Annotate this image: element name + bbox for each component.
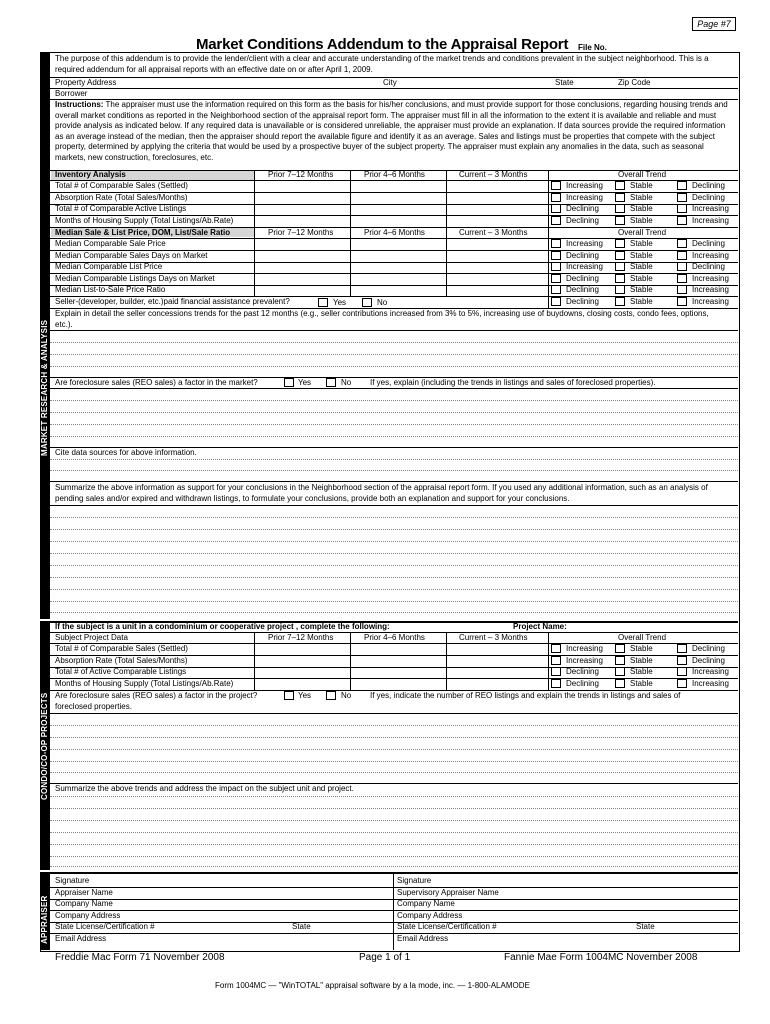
median-row-label: Median Comparable Sales Days on Market [55, 250, 208, 260]
median-trend-label: Increasing [692, 296, 729, 306]
row-divider [50, 910, 738, 911]
footer-freddie: Freddie Mac Form 71 November 2008 [55, 952, 225, 963]
inventory-row-label: Total # of Comparable Sales (Settled) [55, 181, 188, 190]
condo-row-label: Absorption Rate (Total Sales/Months) [55, 655, 188, 665]
row-divider [50, 887, 738, 888]
instructions-text [55, 100, 735, 163]
seller-assistance-no-label: No [377, 298, 388, 307]
instructions-label: Instructions: [55, 100, 104, 109]
foreclosure-explain: If yes, explain (including the trends in listings and sales of foreclosed properties). [370, 378, 656, 387]
footer-page: Page 1 of 1 [359, 952, 411, 963]
condo-trend-checkbox[interactable] [677, 679, 687, 688]
condo-row-label: Total # of Active Comparable Listings [55, 667, 187, 676]
foreclosure-question: Are foreclosure sales (REO sales) a factor in the market? [55, 378, 258, 387]
seller-assistance-yes-label: Yes [333, 298, 347, 307]
instructions-body: The appraiser must use the information required on this form as the basis for his/her conclusions, and must provide support for those conclusions, regarding housing trends and overall market conditions as reported in the Neighborhood section of the appraisal report form. The appraiser must fill in all the information to the extent it is available and reliable and must provide analysis as indicated below. If any required data is unavailable or is considered unreliable, the appraiser must provide an explanation. If data sources provide the required information as an average instead of the median, then the appraiser should report the available figure and identify it as an average. Sales and listings must be properties that compete with the subject property, determined by applying the criteria that would be used by a prospective buyer of the subject property. The appraiser must explain any anomalies in the data, such as seasonal markets, new construction, foreclosures, etc. [55, 100, 728, 162]
inventory-trend-checkbox[interactable] [615, 193, 625, 202]
inventory-trend-label: Increasing [692, 215, 729, 225]
inventory-trend-label: Stable [630, 192, 653, 202]
condo-foreclosure-question: Are foreclosure sales (REO sales) a factor in the project? [55, 691, 258, 700]
condo-foreclosure-no-checkbox[interactable] [326, 691, 336, 700]
median-trend-label: Declining [566, 250, 599, 260]
inventory-trend-label: Increasing [566, 181, 603, 190]
inventory-trend-checkbox[interactable] [677, 193, 687, 202]
inventory-row-label: Absorption Rate (Total Sales/Months) [55, 192, 188, 202]
inventory-trend-label: Stable [630, 181, 653, 190]
condo-trend-checkbox[interactable] [615, 656, 625, 665]
condo-summarize: Summarize the above trends and address the impact on the subject unit and project. [55, 784, 354, 793]
appraiser-field-label: Appraiser Name [55, 887, 113, 897]
median-trend-checkbox[interactable] [677, 239, 687, 248]
col-overall: Overall Trend [618, 633, 667, 642]
condo-section-label: CONDO/CO-OP PROJECTS [40, 692, 49, 800]
col-current: Current – 3 Months [459, 228, 528, 237]
condo-row-label: Total # of Comparable Sales (Settled) [55, 644, 188, 653]
condo-row-label: Months of Housing Supply (Total Listings/Ab.Rate) [55, 678, 234, 688]
page-title: Market Conditions Addendum to the Appraisal Report [196, 36, 569, 53]
median-row-label: Seller-(developer, builder, etc.)paid financial assistance prevalent? [55, 296, 290, 306]
supervisor-field-label: Company Address [397, 910, 463, 920]
zip-label: Zip Code [618, 78, 651, 87]
condo-foreclosure-explain-2: foreclosed properties. [55, 702, 132, 711]
appraiser-field-label: Company Address [55, 910, 121, 920]
condo-trend-checkbox[interactable] [615, 667, 625, 676]
median-trend-checkbox[interactable] [615, 239, 625, 248]
median-row-label: Median Comparable List Price [55, 262, 163, 271]
col-prior-4-6: Prior 4–6 Months [364, 633, 425, 642]
supervisor-field-label: Email Address [397, 934, 449, 943]
condo-trend-checkbox[interactable] [551, 667, 561, 676]
col-current: Current – 3 Months [459, 170, 528, 179]
condo-trend-checkbox[interactable] [551, 644, 561, 653]
col-prior-7-12: Prior 7–12 Months [268, 170, 334, 179]
inventory-trend-checkbox[interactable] [551, 193, 561, 202]
inventory-trend-label: Declining [566, 215, 599, 225]
median-trend-label: Stable [630, 250, 653, 260]
row-divider [50, 933, 738, 934]
foreclosure-yes-checkbox[interactable] [284, 378, 294, 387]
concessions-text: Explain in detail the seller concessions trends for the past 12 months (e.g., seller contributions increased from 3% to 5%, increasing use of buydowns, closing costs, condo fees, options, etc.). [55, 309, 709, 329]
median-trend-label: Stable [630, 285, 653, 294]
median-trend-checkbox[interactable] [615, 251, 625, 260]
inventory-trend-checkbox[interactable] [615, 181, 625, 190]
condo-foreclosure-explain: If yes, indicate the number of REO listings and explain the trends in listings and sales of [370, 691, 681, 700]
median-trend-label: Increasing [692, 250, 729, 260]
inventory-trend-checkbox[interactable] [677, 181, 687, 190]
condo-trend-label: Increasing [692, 678, 729, 688]
inventory-trend-checkbox[interactable] [677, 204, 687, 213]
condo-trend-checkbox[interactable] [551, 656, 561, 665]
col-prior-4-6: Prior 4–6 Months [364, 228, 425, 237]
col-overall: Overall Trend [618, 228, 667, 237]
median-trend-label: Declining [566, 285, 599, 294]
appraiser-field-label: Email Address [55, 934, 107, 943]
median-row-label: Median List-to-Sale Price Ratio [55, 285, 166, 294]
inventory-trend-label: Stable [630, 204, 653, 213]
inventory-trend-label: Declining [566, 204, 599, 213]
project-name-label: Project Name: [513, 622, 567, 631]
appraiser-section-label: APPRAISER [40, 895, 49, 944]
inventory-trend-label: Stable [630, 215, 653, 225]
condo-foreclosure-no-label: No [341, 691, 352, 700]
col-prior-7-12: Prior 7–12 Months [268, 228, 334, 237]
median-trend-label: Stable [630, 273, 653, 283]
city-label: City [383, 78, 397, 87]
appraiser-field-label: Signature [55, 876, 90, 885]
inventory-trend-checkbox[interactable] [551, 216, 561, 225]
inventory-trend-checkbox[interactable] [551, 181, 561, 190]
median-trend-label: Declining [692, 262, 725, 271]
inventory-row-label: Months of Housing Supply (Total Listings/Ab.Rate) [55, 215, 234, 225]
median-trend-checkbox[interactable] [551, 274, 561, 283]
condo-trend-label: Declining [566, 678, 599, 688]
section-sidebar [40, 52, 50, 950]
condo-trend-label: Increasing [692, 667, 729, 676]
col-current: Current – 3 Months [459, 633, 528, 642]
median-trend-checkbox[interactable] [551, 297, 561, 306]
foreclosure-no-label: No [341, 378, 352, 387]
median-trend-checkbox[interactable] [551, 239, 561, 248]
condo-trend-checkbox[interactable] [677, 644, 687, 653]
condo-trend-label: Stable [630, 644, 653, 653]
page-number: Page #7 [692, 17, 736, 31]
software-credit: Form 1004MC — "WinTOTAL" appraisal software by a la mode, inc. — 1-800-ALAMODE [215, 981, 530, 990]
condo-trend-label: Stable [630, 667, 653, 676]
median-trend-label: Declining [692, 239, 725, 248]
median-trend-label: Declining [566, 273, 599, 283]
condo-trend-label: Stable [630, 678, 653, 688]
inventory-trend-checkbox[interactable] [677, 216, 687, 225]
supervisor-field-label: Company Name [397, 899, 455, 909]
median-trend-label: Increasing [692, 273, 729, 283]
condo-trend-label: Declining [566, 667, 599, 676]
median-trend-label: Stable [630, 262, 653, 271]
inventory-trend-checkbox[interactable] [551, 204, 561, 213]
median-header: Median Sale & List Price, DOM, List/Sale Ratio [55, 228, 231, 237]
median-trend-label: Declining [566, 296, 599, 306]
median-trend-checkbox[interactable] [551, 251, 561, 260]
inventory-trend-checkbox[interactable] [615, 204, 625, 213]
condo-foreclosure-yes-checkbox[interactable] [284, 691, 294, 700]
supervisor-field-label: Signature [397, 876, 432, 885]
supervisor-state-label: State [636, 922, 655, 932]
median-trend-label: Increasing [692, 285, 729, 294]
market-section-label: MARKET RESEARCH & ANALYSIS [40, 319, 49, 456]
median-row-label: Median Comparable Listings Days on Market [55, 273, 215, 283]
condo-trend-checkbox[interactable] [551, 679, 561, 688]
row-divider [50, 899, 738, 900]
median-row-label: Median Comparable Sale Price [55, 239, 166, 248]
appraiser-state-label: State [292, 922, 311, 932]
inventory-trend-checkbox[interactable] [615, 216, 625, 225]
median-trend-checkbox[interactable] [615, 262, 625, 271]
condo-trend-checkbox[interactable] [677, 667, 687, 676]
median-trend-checkbox[interactable] [677, 285, 687, 294]
median-trend-checkbox[interactable] [677, 297, 687, 306]
median-trend-label: Stable [630, 239, 653, 248]
inventory-trend-label: Increasing [566, 192, 603, 202]
seller-assistance-no-checkbox[interactable] [362, 298, 372, 307]
median-trend-checkbox[interactable] [615, 274, 625, 283]
condo-trend-label: Declining [692, 644, 725, 653]
foreclosure-yes-label: Yes [298, 378, 312, 387]
property-address-label: Property Address [55, 78, 117, 87]
median-trend-checkbox[interactable] [615, 285, 625, 294]
seller-assistance-yes-checkbox[interactable] [318, 298, 328, 307]
median-trend-checkbox[interactable] [677, 251, 687, 260]
borrower-label: Borrower [55, 89, 88, 98]
cite-sources-label: Cite data sources for above information. [55, 448, 197, 457]
condo-trend-checkbox[interactable] [615, 644, 625, 653]
appraiser-field-label: Company Name [55, 899, 113, 909]
condo-trend-label: Declining [692, 655, 725, 665]
median-trend-label: Increasing [566, 262, 603, 271]
inventory-trend-label: Declining [692, 192, 725, 202]
inventory-trend-label: Increasing [692, 204, 729, 213]
condo-trend-checkbox[interactable] [677, 656, 687, 665]
footer-fannie: Fannie Mae Form 1004MC November 2008 [504, 952, 698, 963]
median-trend-label: Increasing [566, 239, 603, 248]
median-trend-checkbox[interactable] [615, 297, 625, 306]
median-trend-checkbox[interactable] [677, 262, 687, 271]
condo-foreclosure-yes-label: Yes [298, 691, 312, 700]
inventory-row-label: Total # of Comparable Active Listings [55, 204, 187, 213]
state-label: State [555, 78, 574, 87]
median-trend-checkbox[interactable] [677, 274, 687, 283]
foreclosure-no-checkbox[interactable] [326, 378, 336, 387]
subject-project-data: Subject Project Data [55, 633, 128, 642]
supervisor-field-label: State License/Certification # [397, 922, 497, 932]
median-trend-checkbox[interactable] [551, 262, 561, 271]
condo-trend-label: Increasing [566, 655, 603, 665]
col-overall: Overall Trend [618, 170, 667, 179]
supervisor-field-label: Supervisory Appraiser Name [397, 887, 499, 897]
median-trend-label: Stable [630, 296, 653, 306]
intro-text: The purpose of this addendum is to provide the lender/client with a clear and accurate understanding of the market trends and conditions prevalent in the subject neighborhood. This is a required addendum for all appraisal reports with an effective date on or after April 1, 2009. [55, 54, 709, 74]
col-prior-7-12: Prior 7–12 Months [268, 633, 334, 642]
summarize-text: Summarize the above information as support for your conclusions in the Neighborhood section of the appraisal report form. If you used any additional information, such as an analysis of pending sales and/or expired and withdrawn listings, to formulate your conclusions, provide both an explanation and support for your conclusions. [55, 483, 708, 503]
inventory-header: Inventory Analysis [55, 170, 126, 179]
condo-intro: If the subject is a unit in a condominium or cooperative project , complete the following: [55, 622, 390, 631]
condo-trend-label: Increasing [566, 644, 603, 653]
appraiser-field-label: State License/Certification # [55, 922, 155, 932]
condo-trend-label: Stable [630, 655, 653, 665]
inventory-trend-label: Declining [692, 181, 725, 190]
median-trend-checkbox[interactable] [551, 285, 561, 294]
condo-trend-checkbox[interactable] [615, 679, 625, 688]
col-prior-4-6: Prior 4–6 Months [364, 170, 425, 179]
file-no-label: File No. [578, 43, 607, 52]
